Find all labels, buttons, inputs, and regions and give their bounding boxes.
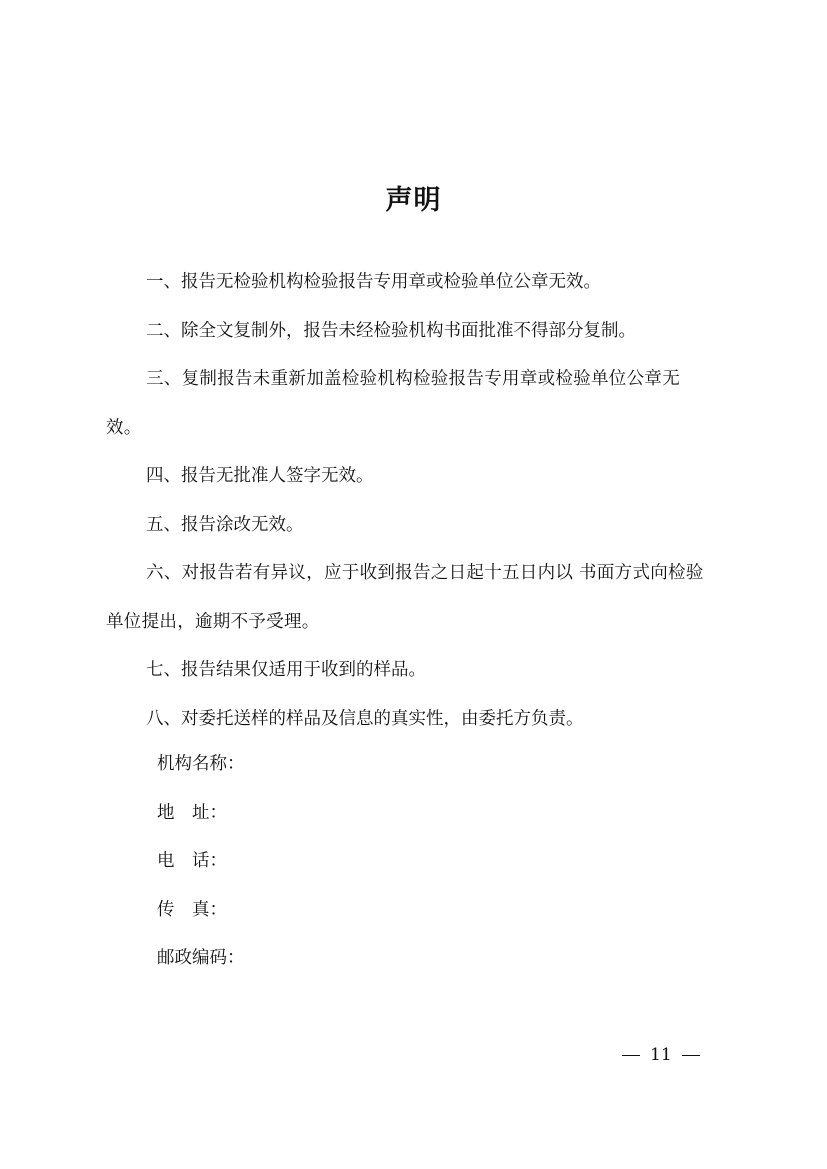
fax-colon: ： [209, 899, 227, 920]
org-name-label: 机构名称 [157, 754, 227, 774]
page-number [622, 1045, 700, 1065]
statement-6: 六、对报告若有异议，应于收到报告之日起十五日内以 书面方式向检验单位提出，逾期不予受理。 [106, 563, 704, 632]
address-colon: ： [209, 802, 227, 823]
statement-3: 三、复制报告未重新加盖检验机构检验报告专用章或检验单位公章无效。 [106, 369, 680, 438]
contact-info [157, 740, 245, 983]
page-number-right-dash [682, 1055, 700, 1056]
page-number-value: 11 [650, 1045, 672, 1065]
contact-row-address [157, 789, 245, 838]
fax-label: 传 真 [157, 899, 210, 920]
page-title: 声明 [385, 185, 442, 216]
contact-row-postcode [157, 934, 245, 983]
org-name-colon: ： [227, 754, 245, 774]
page-number-left-dash [622, 1055, 640, 1056]
postcode-colon: ： [227, 948, 245, 968]
phone-colon: ： [209, 851, 227, 871]
address-label: 地 址 [157, 802, 210, 823]
statement-5: 五、报告涂改无效。 [146, 514, 304, 535]
statement-1: 一、报告无检验机构检验报告专用章或检验单位公章无效。 [146, 272, 601, 292]
contact-row-org-name [157, 740, 245, 789]
contact-row-fax [157, 886, 245, 935]
contact-row-phone [157, 837, 245, 886]
statement-list [106, 258, 706, 743]
statement-2: 二、除全文复制外，报告未经检验机构书面批准不得部分复制。 [146, 320, 636, 341]
postcode-label: 邮政编码 [157, 948, 227, 968]
phone-label: 电 话 [157, 851, 210, 871]
statement-4: 四、报告无批准人签字无效。 [146, 466, 374, 486]
statement-7: 七、报告结果仅适用于收到的样品。 [146, 660, 426, 680]
statement-8: 八、对委托送样的样品及信息的真实性，由委托方负责。 [146, 708, 584, 729]
